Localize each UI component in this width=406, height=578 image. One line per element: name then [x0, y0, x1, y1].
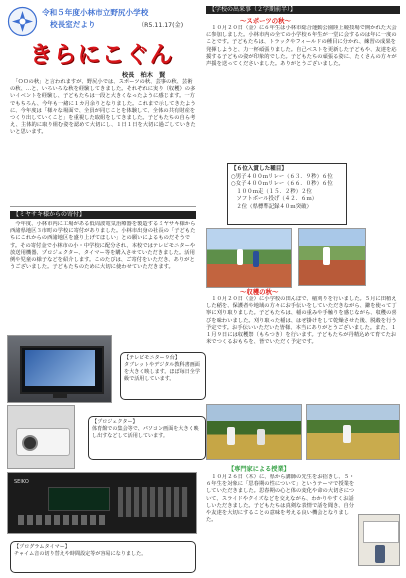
donation-heading: 【ミヤサキ様からの寄付】 — [10, 211, 196, 219]
expert-class-photo — [358, 514, 400, 566]
principal-name: 校長 柏木 賢 — [122, 72, 166, 79]
sports-autumn-title: ～スポーツの秋～ — [240, 17, 291, 25]
expert-class-title: 【専門家による授業】 — [228, 466, 290, 473]
rice-harvest-photo-2 — [306, 404, 400, 460]
results-heading: 【６位入賞した種目】 — [231, 166, 287, 172]
sports-autumn-body: １０月２０日（金）に６年生は小林市総合運動公園陸上競技場で開かれた大会に参加しました。小林市内の全ての小学校６年生が一堂に会するのは年に一度のことです。子どもたちは、トラックやフィールドの種目に分かれ、練習の成果を発揮しようと、力一杯頑張りました。自己ベストを更新した子どもや、友達を応援する子どもの姿が印象的でした。子どもたちの頑張る姿に、たくさんの方々が声援を送ってくださいました。ありがとうございました。 — [206, 25, 397, 68]
school-events-heading: 【学校の出来事（２学期前半）】 — [206, 6, 400, 14]
results-item: １００ｍ走（１５．２秒）２位 — [231, 188, 312, 195]
tv-monitor-caption: 【テレビモニター９台】 タブレットやデジタル教科書画面を大きく映します。ほぼ毎日全学級で活用しています。 — [120, 352, 206, 400]
harvest-autumn-title: ～収穫の秋～ — [240, 288, 279, 296]
newsletter-title-line2: 校長室だより — [50, 20, 96, 29]
projector-caption: 【プロジェクター】 体育館での集会等で、パソコン画面を大きく映し出すなどして活用しています。 — [88, 416, 206, 460]
track-meet-photo — [206, 228, 292, 288]
tv-monitor-photo — [7, 335, 112, 403]
results-box — [227, 163, 347, 225]
principal-message-body: 「ＯＯの秋」と言われますが、野尻小では、スポーツの秋、芸事の秋、芸術の秋、…と、いろいろな秋を経験してきました。それぞれに実り（収穫）の多いイベントを経験し、子どもたちは一段と大きくなったように感じます。一方でもちろん、今年も一緒に１カ月余りとなりました。これまで示してきたように、今年度は「様々な場面で、全員が同じことを体験して、全体の共有財産をつくり出していくこと」を重視した取組をしてきました。子どもたちの自ら考え、主体的に取り組む姿を認めて大切にし、１日１日を大切に過ごしていきたいと思います。 — [10, 79, 196, 136]
program-timer-caption: 【プログラムタイマー】 チャイム音の切り替えや時間設定等が容易になりました。 — [10, 541, 196, 573]
issue-date: （R5.11.17(金) — [138, 22, 184, 29]
results-item: ２位（県標準記録４０ｍ突破） — [231, 203, 312, 210]
harvest-autumn-body: １０月２０日（金）に小学校の田んぼで、稲刈りを行いました。５月に田植えした稲を、保護者や地域の方々にお手伝いをしていただきながら、鎌を使って丁寧に刈り取りました。子どもたちは、稲の重みや手触りを感じながら、収穫の喜びを味わいました。刈り取った稲は、はぜ掛けをして乾燥させた後、脱穀を行う予定です。お手伝いいただいた皆様、本当にありがとうございました。また、１１月９日には収穫祭（もちつき）を行います。子どもたちが丹精込めて育てたお米でつくるおもちを、皆でいただく予定です。 — [206, 296, 397, 346]
projector-photo — [7, 405, 75, 469]
newsletter-name: きらにこぐん — [29, 42, 174, 68]
newsletter-title-line1: 令和５年度小林市立野尻小学校 — [42, 8, 149, 17]
results-item: ○女子４００ｍリレー（６６．０秒）６位 — [231, 181, 333, 188]
results-item: ソフトボール投げ（４２．６ｍ） — [231, 196, 318, 203]
rice-harvest-photo-1 — [206, 404, 302, 460]
donation-body: 今年度、小林市内に工場がある低周波電気治療器を製造するミヤサキ様から西諸県地区３市町の学校に寄付がありました。小林市出身の社長の「子どもたちにこれからの西諸地区を盛り上げてほしい」との願いによるものだそうです。その寄付金で小林市の小・中学校に配分され、本校ではテレビモニターや放送用機器、プロジェクター、タイマー等を購入させていただきました。活用例や児童の様子などを紹介します。このたびは、ご寄付をいただき、ありがとうございました。子どもたちのために大切に使わせていただきます。 — [10, 221, 196, 271]
expert-class-body: １０月２６日（木）に、県から講師の先生をお招きし、５・６年生を対象に「思春期の性について」というテーマで授業をしていただきました。思春期の心と体の変化や命の大切さについて、スライドやクイズなどを交えながら、わかりやすくお話しいただきました。子どもたちは真剣な表情で話を聞き、自分や友達を大切にすることの意味を考える良い機会となりました。 — [206, 474, 355, 524]
results-item: ○男子４００ｍリレー（６３．９秒）６位 — [231, 173, 333, 180]
relay-race-photo — [298, 228, 366, 286]
principal-message — [10, 79, 196, 207]
school-emblem-icon — [7, 6, 38, 37]
program-timer-photo: SEIKO — [7, 472, 197, 534]
